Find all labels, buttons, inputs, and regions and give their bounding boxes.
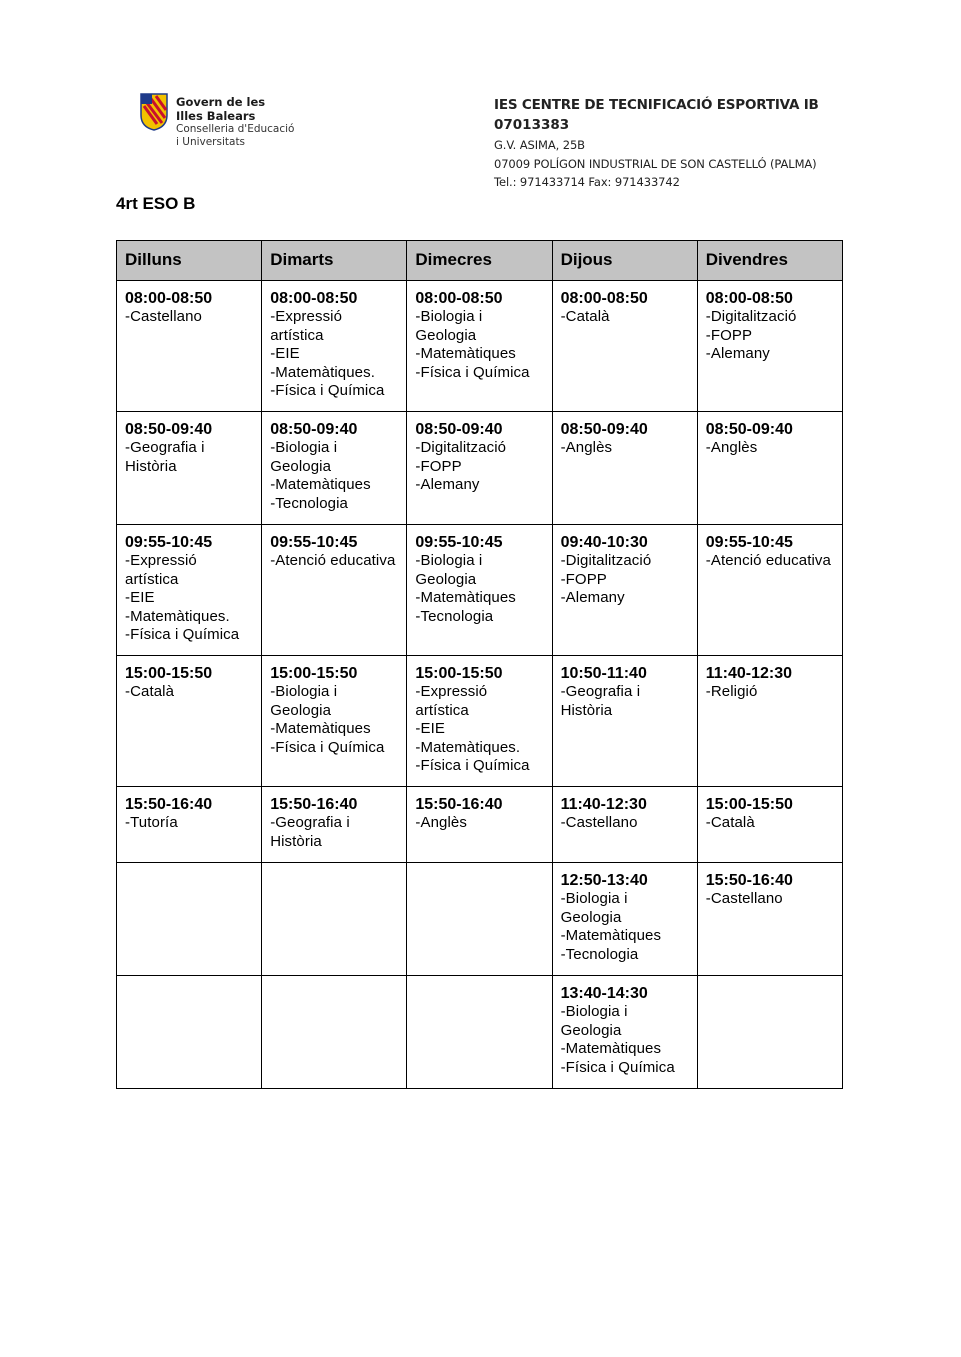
slot-subject: -Tecnologia	[560, 945, 639, 963]
slot-time: 09:40-10:30	[560, 534, 648, 551]
logo-line-2: Illes Balears	[176, 109, 256, 123]
slot-time: 15:00-15:50	[705, 796, 793, 813]
slot-time: 15:50-16:40	[705, 872, 793, 889]
timetable-cell-thursday	[552, 863, 697, 976]
timetable-cell-wednesday	[407, 281, 552, 412]
slot-subject: -Matemàtiques.	[415, 738, 521, 756]
timetable-cell-monday	[117, 412, 262, 525]
timetable-cell-friday	[697, 976, 842, 1089]
slot-subject: -Matemàtiques	[560, 927, 662, 944]
slot-time: 15:50-16:40	[415, 796, 503, 813]
slot-subject: -Anglès	[415, 814, 467, 831]
slot-subject: -Expressió artística	[415, 683, 488, 719]
slot-time: 08:00-08:50	[125, 290, 213, 307]
slot-subject: -Castellano	[125, 308, 202, 325]
slot-subject: -Digitalització	[560, 552, 652, 569]
slot-time: 09:55-10:45	[125, 534, 213, 551]
slot-subject: -Anglès	[705, 439, 758, 456]
slot-subject: -Digitalització	[415, 439, 507, 456]
slot-subject: -Religió	[705, 683, 758, 700]
slot-subject: -Atenció educativa	[270, 552, 396, 569]
timetable-cell-friday	[697, 525, 842, 656]
slot-subject: -Alemany	[415, 476, 480, 493]
slot-subject: -Física i Química	[415, 363, 530, 381]
day-header-tuesday: Dimarts	[262, 241, 407, 281]
timetable-cell-tuesday	[262, 863, 407, 976]
logo-line-3: Conselleria d'Educació	[176, 123, 295, 135]
slot-subject: -FOPP	[415, 457, 462, 475]
slot-time: 08:00-08:50	[415, 290, 503, 307]
slot-time: 08:50-09:40	[415, 421, 503, 438]
timetable-cell-tuesday	[262, 525, 407, 656]
slot-time: 15:50-16:40	[270, 796, 358, 813]
school-info	[494, 95, 819, 192]
timetable-cell-wednesday	[407, 525, 552, 656]
slot-subject: -Matemàtiques.	[125, 607, 230, 625]
timetable-row	[117, 787, 843, 863]
slot-subject: -Expressió artística	[125, 552, 197, 588]
slot-time: 11:40-12:30	[705, 665, 793, 682]
slot-subject: -Digitalització	[705, 308, 797, 325]
slot-subject: -Català	[560, 308, 610, 325]
slot-time: 15:50-16:40	[125, 796, 213, 813]
slot-time: 12:50-13:40	[560, 872, 648, 889]
timetable-cell-friday	[697, 656, 842, 787]
day-header-wednesday: Dimecres	[407, 241, 552, 281]
slot-time: 08:50-09:40	[270, 421, 358, 438]
timetable-cell-friday	[697, 281, 842, 412]
slot-subject: -Matemàtiques	[560, 1040, 662, 1057]
slot-subject: -Atenció educativa	[705, 552, 831, 569]
logo-line-1: Govern de les	[176, 95, 266, 109]
slot-subject: -FOPP	[560, 570, 607, 588]
slot-time: 08:00-08:50	[270, 290, 358, 307]
slot-subject: -Castellano	[560, 814, 638, 831]
slot-subject: -Anglès	[560, 439, 613, 456]
slot-time: 15:00-15:50	[270, 665, 358, 682]
timetable-cell-monday	[117, 281, 262, 412]
government-logo	[140, 93, 310, 163]
slot-time: 15:00-15:50	[415, 665, 503, 682]
timetable-row	[117, 863, 843, 976]
timetable-row	[117, 976, 843, 1089]
balearic-shield-icon	[140, 93, 168, 131]
timetable-cell-thursday	[552, 525, 697, 656]
slot-subject: -Alemany	[705, 345, 770, 362]
slot-subject: -Matemàtiques.	[270, 363, 375, 381]
slot-subject: -Física i Química	[415, 757, 530, 774]
slot-subject: -FOPP	[705, 326, 753, 344]
school-address-1: G.V. ASIMA, 25B	[494, 138, 585, 152]
timetable-cell-tuesday	[262, 656, 407, 787]
group-title: 4rt ESO B	[116, 194, 196, 213]
slot-subject: -Tutoría	[125, 814, 178, 831]
timetable-cell-tuesday	[262, 412, 407, 525]
timetable-cell-thursday	[552, 787, 697, 863]
slot-time: 11:40-12:30	[560, 796, 647, 813]
timetable-cell-tuesday	[262, 281, 407, 412]
timetable-cell-friday	[697, 787, 842, 863]
timetable-row	[117, 656, 843, 787]
slot-time: 08:50-09:40	[560, 421, 648, 438]
slot-subject: -Biologia i Geologia	[560, 1003, 628, 1039]
slot-subject: -Física i Química	[560, 1058, 675, 1076]
slot-time: 08:00-08:50	[560, 290, 648, 307]
timetable-cell-wednesday	[407, 412, 552, 525]
slot-subject: -EIE	[270, 345, 300, 362]
slot-subject: -Català	[705, 814, 755, 831]
logo-line-4: i Universitats	[176, 136, 246, 148]
slot-time: 09:55-10:45	[415, 534, 503, 551]
slot-subject: -Biologia i Geologia	[415, 552, 483, 588]
slot-time: 08:50-09:40	[705, 421, 793, 438]
school-name: IES CENTRE DE TECNIFICACIÓ ESPORTIVA IB	[494, 97, 819, 113]
timetable-cell-monday	[117, 863, 262, 976]
logo-text	[176, 95, 294, 149]
slot-subject: -Geografia i Història	[125, 439, 205, 475]
timetable-cell-friday	[697, 863, 842, 976]
timetable-row	[117, 281, 843, 412]
timetable	[116, 240, 843, 1089]
timetable-cell-wednesday	[407, 656, 552, 787]
slot-time: 15:00-15:50	[125, 665, 213, 682]
school-phone: Tel.: 971433714 Fax: 971433742	[494, 175, 680, 189]
slot-subject: -EIE	[415, 720, 445, 737]
timetable-cell-friday	[697, 412, 842, 525]
slot-subject: -Física i Química	[125, 626, 240, 643]
slot-subject: -Biologia i Geologia	[270, 683, 338, 719]
timetable-cell-monday	[117, 525, 262, 656]
slot-subject: -Geografia i Història	[270, 814, 350, 850]
slot-subject: -Biologia i Geologia	[270, 439, 338, 475]
slot-subject: -Física i Química	[270, 382, 385, 399]
timetable-cell-wednesday	[407, 863, 552, 976]
timetable-cell-thursday	[552, 412, 697, 525]
slot-subject: -Matemàtiques	[270, 476, 371, 493]
slot-subject: -EIE	[125, 589, 155, 606]
slot-subject: -Expressió artística	[270, 308, 343, 344]
slot-subject: -Alemany	[560, 589, 625, 606]
slot-time: 13:40-14:30	[560, 985, 648, 1002]
timetable-cell-thursday	[552, 281, 697, 412]
slot-time: 10:50-11:40	[560, 665, 647, 682]
slot-subject: -Tecnologia	[415, 607, 494, 625]
slot-subject: -Català	[125, 683, 175, 700]
timetable-row	[117, 525, 843, 656]
slot-time: 09:55-10:45	[270, 534, 358, 551]
timetable-cell-monday	[117, 787, 262, 863]
slot-subject: -Matemàtiques	[415, 345, 516, 362]
timetable-cell-wednesday	[407, 976, 552, 1089]
timetable-cell-monday	[117, 976, 262, 1089]
day-header-friday: Divendres	[697, 241, 842, 281]
slot-subject: -Matemàtiques	[270, 720, 371, 737]
timetable-cell-tuesday	[262, 787, 407, 863]
timetable-cell-monday	[117, 656, 262, 787]
day-header-monday: Dilluns	[117, 241, 262, 281]
timetable-cell-thursday	[552, 656, 697, 787]
school-address-2: 07009 POLÍGON INDUSTRIAL DE SON CASTELLÓ (PALMA)	[494, 156, 817, 171]
slot-subject: -Biologia i Geologia	[415, 308, 483, 344]
slot-subject: -Matemàtiques	[415, 589, 516, 606]
timetable-header-row	[117, 241, 843, 281]
timetable-cell-tuesday	[262, 976, 407, 1089]
slot-subject: -Castellano	[705, 890, 783, 907]
slot-subject: -Física i Química	[270, 738, 385, 756]
slot-time: 08:50-09:40	[125, 421, 213, 438]
timetable-row	[117, 412, 843, 525]
timetable-cell-wednesday	[407, 787, 552, 863]
slot-subject: -Geografia i Història	[560, 683, 641, 719]
slot-time: 09:55-10:45	[705, 534, 793, 551]
timetable-body	[117, 281, 843, 1089]
timetable-cell-thursday	[552, 976, 697, 1089]
slot-subject: -Biologia i Geologia	[560, 890, 628, 926]
day-header-thursday: Dijous	[552, 241, 697, 281]
slot-time: 08:00-08:50	[705, 290, 793, 307]
slot-subject: -Tecnologia	[270, 494, 349, 512]
school-code: 07013383	[494, 117, 570, 133]
